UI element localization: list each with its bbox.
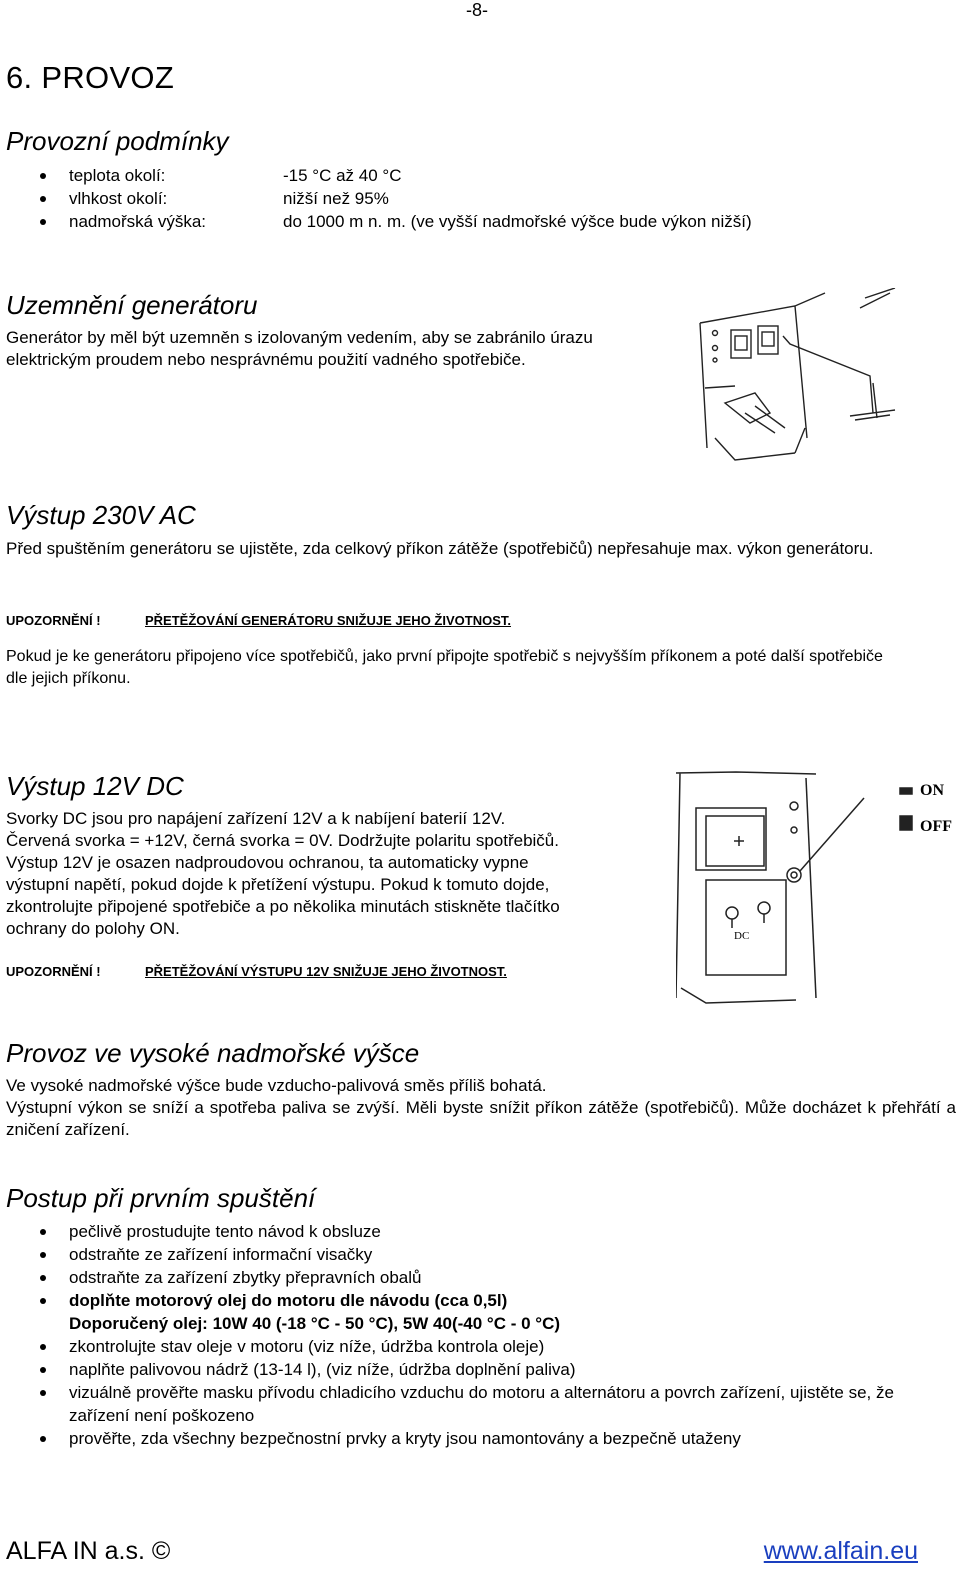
condition-item xyxy=(0,187,900,210)
dc-panel-illustration xyxy=(676,768,958,1008)
dc-text xyxy=(6,808,666,940)
heading-high-altitude: Provoz ve vysoké nadmořské výšce xyxy=(6,1038,420,1068)
dc-line: Svorky DC jsou pro napájení zařízení 12V a k nabíjení baterií 12V. xyxy=(6,809,506,828)
condition-label: teplota okolí: xyxy=(69,166,166,185)
main-title: 6. PROVOZ xyxy=(6,60,175,95)
first-start-item: odstraňte ze zařízení informační visačky xyxy=(0,1243,900,1266)
dc-warning xyxy=(6,964,706,982)
ac-text: Před spuštěním generátoru se ujistěte, zda celkový příkon zátěže (spotřebičů) nepřesahuje max. výkon generátoru. xyxy=(6,539,874,558)
first-start-item: pečlivě prostudujte tento návod k obsluze xyxy=(0,1220,900,1243)
dc-line: ochrany do polohy ON. xyxy=(6,919,180,938)
first-start-list xyxy=(0,1220,900,1450)
first-start-item: vizuálně prověřte masku přívodu chladicího vzduchu do motoru a alternátoru a povrch zařízení, ujistěte se, že zařízení není poškozeno xyxy=(0,1381,900,1427)
first-start-item-text: doplňte motorový olej do motoru dle návodu (cca 0,5l) xyxy=(69,1291,508,1310)
condition-value: -15 °C až 40 °C xyxy=(283,166,402,185)
grounding-illustration xyxy=(695,288,900,468)
condition-item xyxy=(0,164,900,187)
condition-label: vlhkost okolí: xyxy=(69,189,168,208)
grounding-line: elektrickým proudem nebo nesprávnému použití vadného spotřebiče. xyxy=(6,350,526,369)
recommended-oil: Doporučený olej: 10W 40 (-18 °C - 50 °C), 5W 40(-40 °C - 0 °C) xyxy=(69,1314,561,1333)
first-start-item: zkontrolujte stav oleje v motoru (viz níže, údržba kontrola oleje) xyxy=(0,1335,900,1358)
condition-item xyxy=(0,210,900,233)
page-number: -8- xyxy=(466,0,488,20)
warning-text: PŘETĚŽOVÁNÍ GENERÁTORU SNIŽUJE JEHO ŽIVOTNOST. xyxy=(145,613,511,628)
ac-text-2: Pokud je ke generátoru připojeno více spotřebičů, jako první připojte spotřebič s nejvyšším příkonem a poté další spotřebiče dle jejich příkonu. xyxy=(6,648,883,687)
condition-value: do 1000 m n. m. (ve vyšší nadmořské výšce bude výkon nižší) xyxy=(283,212,752,231)
on-label: ON xyxy=(920,782,944,799)
off-label: OFF xyxy=(920,818,952,835)
warning-text: PŘETĚŽOVÁNÍ VÝSTUPU 12V SNIŽUJE JEHO ŽIVOTNOST. xyxy=(145,964,507,979)
warning-label: UPOZORNĚNÍ ! xyxy=(6,964,101,979)
dc-panel-drawing xyxy=(676,768,958,1008)
dc-line: Výstup 12V je osazen nadproudovou ochranou, ta automaticky vypne xyxy=(6,853,529,872)
footer-website-link[interactable]: www.alfain.eu xyxy=(763,1537,918,1565)
footer-company: ALFA IN a.s. © xyxy=(6,1537,171,1565)
heading-230v-ac: Výstup 230V AC xyxy=(6,500,196,530)
altitude-line-2: Výstupní výkon se sníží a spotřeba paliva se zvýší. Měli byste snížit příkon zátěže (spotřebičů). Může docházet k přehřátí a zničení zařízení. xyxy=(6,1098,956,1139)
first-start-item: naplňte palivovou nádrž (13-14 l), (viz níže, údržba doplnění paliva) xyxy=(0,1358,900,1381)
first-start-item xyxy=(0,1289,900,1335)
first-start-item: prověřte, zda všechny bezpečnostní prvky a kryty jsou namontovány a bezpečně utaženy xyxy=(0,1427,900,1450)
heading-grounding: Uzemnění generátoru xyxy=(6,290,258,320)
conditions-list xyxy=(0,164,900,233)
condition-value: nižší než 95% xyxy=(283,189,389,208)
heading-12v-dc: Výstup 12V DC xyxy=(6,771,184,801)
dc-label: DC xyxy=(734,930,750,942)
dc-line: Červená svorka = +12V, černá svorka = 0V. Dodržujte polaritu spotřebičů. xyxy=(6,831,559,850)
heading-first-start: Postup při prvním spuštění xyxy=(6,1183,316,1213)
heading-operating-conditions: Provozní podmínky xyxy=(6,126,229,156)
dc-line: výstupní napětí, pokud dojde k přetížení výstupu. Pokud k tomuto dojde, xyxy=(6,875,550,894)
ac-warning xyxy=(6,613,706,631)
altitude-line-1: Ve vysoké nadmořské výšce bude vzducho-palivová směs příliš bohatá. xyxy=(6,1076,547,1095)
grounding-text xyxy=(6,327,706,371)
dc-line: zkontrolujte připojené spotřebiče a po několika minutách stiskněte tlačítko xyxy=(6,897,560,916)
grounding-line: Generátor by měl být uzemněn s izolovaným vedením, aby se zabránilo úrazu xyxy=(6,328,593,347)
first-start-item: odstraňte za zařízení zbytky přepravních obalů xyxy=(0,1266,900,1289)
warning-label: UPOZORNĚNÍ ! xyxy=(6,613,101,628)
condition-label: nadmořská výška: xyxy=(69,212,206,231)
